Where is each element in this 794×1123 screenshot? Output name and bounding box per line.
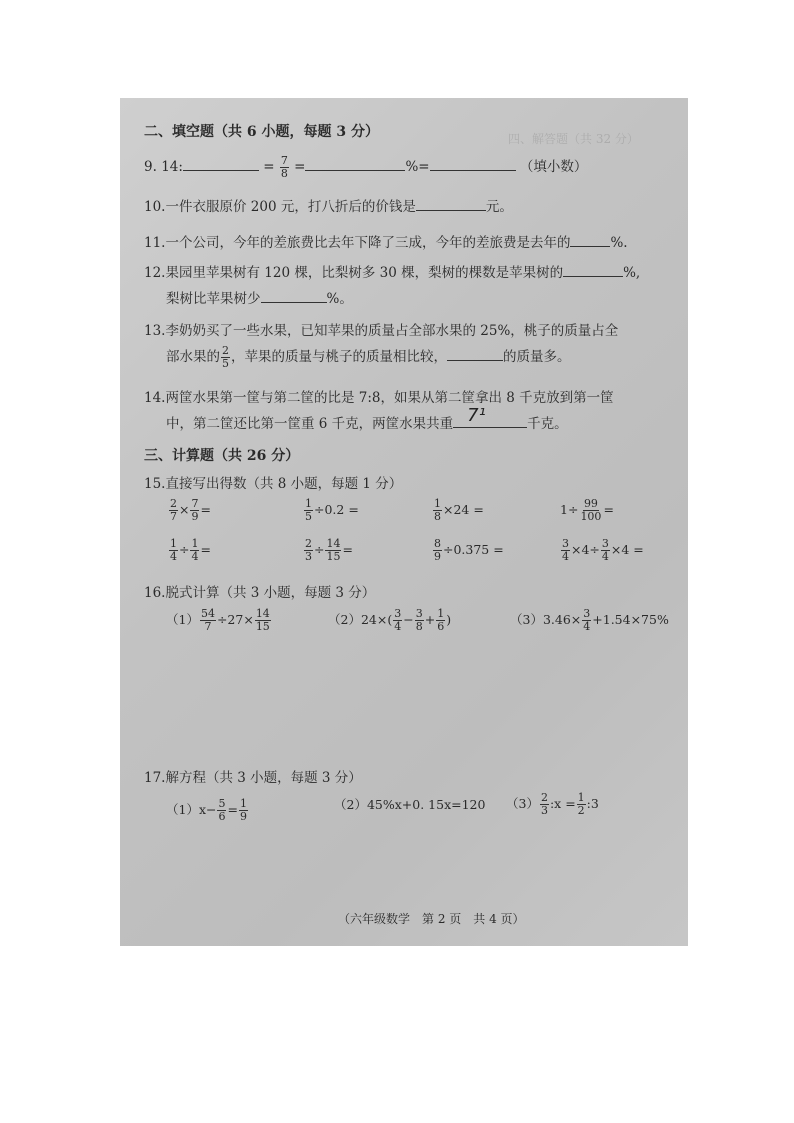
- q9-blank-1[interactable]: [183, 156, 259, 171]
- q13-blank[interactable]: [447, 346, 503, 361]
- q9-blank-2[interactable]: [305, 156, 405, 171]
- q16-part-1: （1） $\frac{54}{7}$ ÷27× $\frac{14}{15}$: [166, 607, 270, 633]
- q12-unit-2: %。: [326, 291, 353, 307]
- q15-item-7: $\frac{8}{9}$ ÷0.375 =: [434, 537, 504, 563]
- q9-eq1: =: [263, 159, 275, 175]
- section-fill-header: 二、填空题（共 6 小题，每题 3 分）: [144, 124, 379, 140]
- q10-unit: 元。: [485, 199, 513, 215]
- q9-percent: %=: [405, 159, 430, 175]
- q10-text: 10.一件衣服原价 200 元，打八折后的价钱是: [144, 199, 416, 215]
- question-13: [144, 319, 618, 339]
- section-calc-header: 三、计算题（共 26 分）: [144, 448, 300, 464]
- q9-prefix: 14:: [161, 159, 183, 175]
- question-14: [144, 386, 614, 406]
- q11-unit: %.: [610, 235, 628, 251]
- q12-line2-text: 梨树比苹果树少: [166, 291, 261, 307]
- question-11: [144, 231, 628, 251]
- question-13-line2: [166, 345, 571, 370]
- q14-blank[interactable]: [453, 405, 527, 428]
- page-footer: （六年级数学 第 2 页 共 4 页）: [338, 912, 525, 926]
- q16-part-3: （3）3.46× $\frac{3}{4}$ +1.54×75%: [510, 607, 669, 633]
- q15-item-4: 1÷ $\frac{99}{100}$ =: [560, 497, 614, 523]
- q12-text: 12.果园里苹果树有 120 棵，比梨树多 30 棵，梨树的棵数是苹果树的: [144, 265, 564, 281]
- ghost-section-text: 四、解答题（共 32 分）: [508, 132, 639, 146]
- q9-eq2: =: [294, 159, 306, 175]
- question-16-title: 16.脱式计算（共 3 小题，每题 3 分）: [144, 585, 376, 601]
- question-12: [144, 261, 640, 281]
- q12-blank-2[interactable]: [261, 288, 327, 303]
- q11-text: 11.一个公司，今年的差旅费比去年下降了三成，今年的差旅费是去年的: [144, 235, 571, 251]
- question-10: [144, 195, 513, 215]
- q17-part-1: （1）x− $\frac{5}{6}$ = $\frac{1}{9}$: [166, 797, 247, 823]
- q15-item-5: $\frac{1}{4}$ ÷ $\frac{1}{4}$ =: [170, 537, 211, 563]
- q15-item-1: $\frac{2}{7}$ × $\frac{7}{9}$ =: [170, 497, 211, 523]
- q15-item-8: $\frac{3}{4}$ ×4÷ $\frac{3}{4}$ ×4 =: [562, 537, 644, 563]
- q13-line2-end: 的质量多。: [503, 349, 571, 365]
- q14-unit: 千克。: [527, 416, 568, 432]
- q13-line2-text: 部水果的: [166, 349, 220, 365]
- question-14-line2: [166, 405, 568, 432]
- q15-item-2: $\frac{1}{5}$ ÷0.2 =: [305, 497, 359, 523]
- q16-part-2: （2）24×( $\frac{3}{4}$ − $\frac{3}{8}$ + $\frac{1}{6}$ ): [328, 607, 452, 633]
- q12-blank-1[interactable]: [563, 262, 623, 277]
- q9-blank-3[interactable]: [430, 156, 516, 171]
- exam-page-photo: [120, 98, 688, 946]
- q9-suffix: （填小数）: [519, 159, 588, 175]
- question-9: [144, 155, 587, 180]
- q12-unit-1: %,: [623, 265, 641, 281]
- q9-number: 9.: [144, 159, 157, 175]
- q13-line2-mid: ，苹果的质量与桃子的质量相比较，: [231, 349, 447, 365]
- q14-line2-text: 中，第二筐还比第一筐重 6 千克，两筐水果共重: [166, 416, 454, 432]
- question-15-title: 15.直接写出得数（共 8 小题，每题 1 分）: [144, 476, 403, 492]
- q14-handwritten-answer: 7¹: [467, 405, 486, 426]
- q17-part-2: （2）45%x+0. 15x=120: [334, 797, 486, 812]
- q10-blank[interactable]: [416, 196, 486, 211]
- q11-blank[interactable]: [570, 232, 610, 247]
- q17-part-3: （3） $\frac{2}{3}$ :x = $\frac{1}{2}$ :3: [506, 791, 599, 817]
- q14-text: 14.两筐水果第一筐与第二筐的比是 7:8，如果从第二筐拿出 8 千克放到第一筐: [144, 390, 614, 406]
- question-17-title: 17.解方程（共 3 小题，每题 3 分）: [144, 770, 362, 786]
- q13-fraction: $\frac{2}{5}$: [222, 344, 229, 370]
- q9-fraction: $\frac{7}{8}$: [280, 154, 288, 180]
- question-12-line2: [166, 287, 353, 307]
- q15-item-6: $\frac{2}{3}$ ÷ $\frac{14}{15}$ =: [305, 537, 353, 563]
- q13-text: 13.李奶奶买了一些水果，已知苹果的质量占全部水果的 25%，桃子的质量占全: [144, 323, 619, 339]
- q15-item-3: $\frac{1}{8}$ ×24 =: [434, 497, 484, 523]
